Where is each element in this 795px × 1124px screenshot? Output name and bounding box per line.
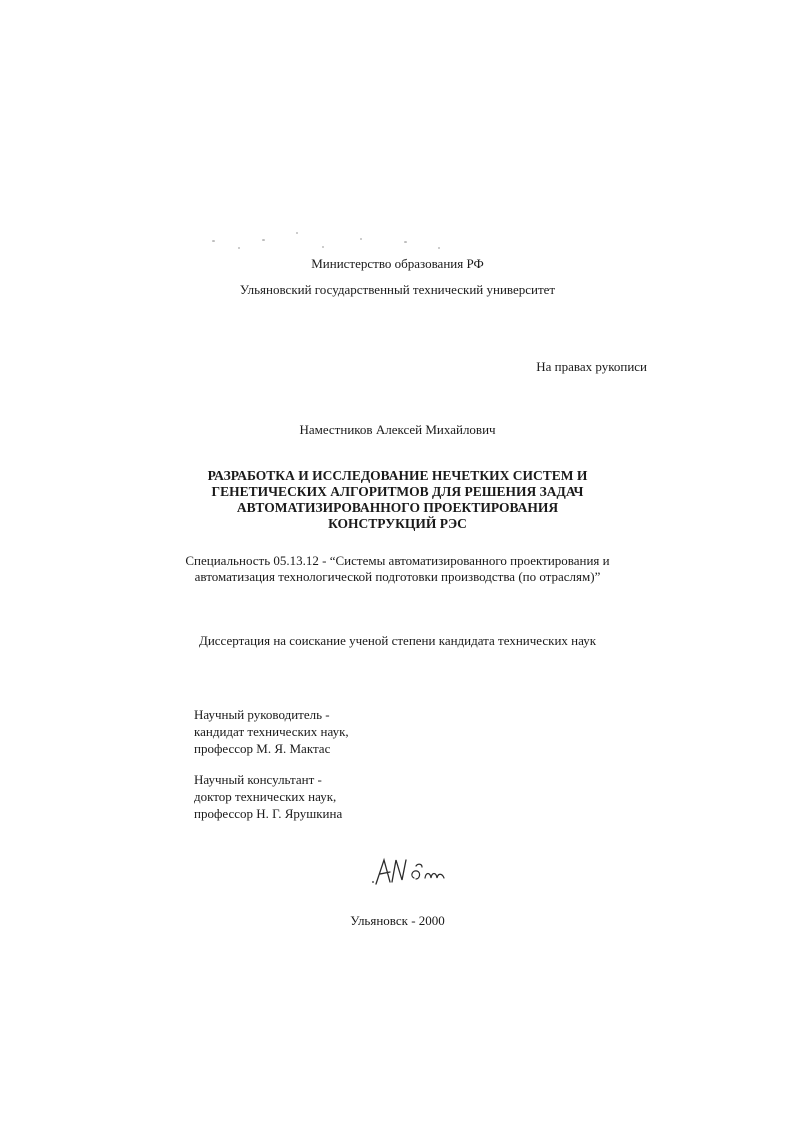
consultant-name: профессор Н. Г. Ярушкина (194, 806, 343, 821)
scan-speck (212, 240, 215, 242)
manuscript-note: На правах рукописи (536, 359, 647, 374)
consultant-degree: доктор технических наук, (194, 789, 337, 804)
author-signature (370, 852, 460, 892)
scan-speck (322, 246, 324, 248)
consultant-label: Научный консультант - (194, 772, 322, 787)
scan-speck (438, 247, 440, 249)
supervisor-label: Научный руководитель - (194, 707, 330, 722)
specialty-line: Специальность 05.13.12 - “Системы автоматизированного проектирования и (185, 553, 610, 568)
ministry-name: Министерство образования РФ (311, 256, 484, 271)
scan-speck (360, 238, 362, 240)
consultant-block (194, 771, 342, 822)
city-year: Ульяновск - 2000 (350, 913, 445, 928)
supervisor-name: профессор М. Я. Мактас (194, 741, 331, 756)
title-line: РАЗРАБОТКА И ИССЛЕДОВАНИЕ НЕЧЕТКИХ СИСТЕМ И (207, 468, 588, 483)
university-name: Ульяновский государственный технический университет (239, 282, 556, 297)
author-name: Наместников Алексей Михайлович (299, 422, 496, 437)
specialty-line: автоматизация технологической подготовки производства (по отраслям)” (194, 569, 601, 584)
title-line: КОНСТРУКЦИЙ РЭС (328, 516, 467, 531)
title-line: АВТОМАТИЗИРОВАННОГО ПРОЕКТИРОВАНИЯ (236, 500, 559, 515)
scan-speck (404, 241, 407, 243)
scan-speck (296, 232, 298, 234)
scan-speck (238, 247, 240, 249)
supervisor-degree: кандидат технических наук, (194, 724, 349, 739)
scan-speck (262, 239, 265, 241)
title-line: ГЕНЕТИЧЕСКИХ АЛГОРИТМОВ ДЛЯ РЕШЕНИЯ ЗАДАЧ (211, 484, 584, 499)
dissertation-statement: Диссертация на соискание ученой степени кандидата технических наук (198, 633, 597, 648)
supervisor-block (194, 706, 349, 757)
